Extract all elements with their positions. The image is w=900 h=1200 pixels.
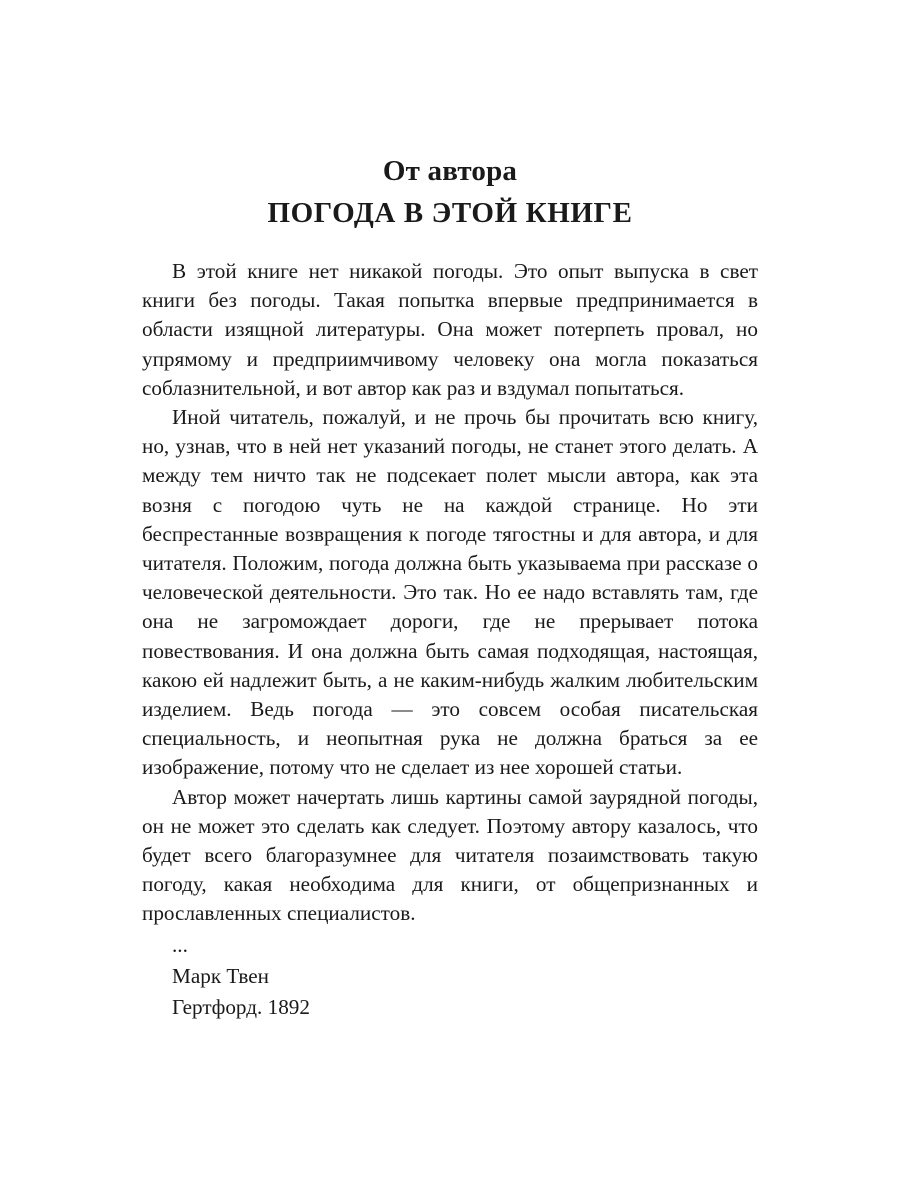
chapter-heading (0, 150, 900, 234)
paragraph-1: В этой книге нет никакой погоды. Это опыт выпуска в свет книги без погоды. Такая попытка впервые предпринимается в области изящной литературы. Она может потерпеть провал, но упрямому и предприимчивому человеку она могла показаться соблазнительной, и вот автор как раз и вздумал попытаться. (142, 259, 758, 400)
body-text (142, 257, 758, 1022)
author-signature: Марк Твен (172, 963, 269, 988)
ellipsis: ... (172, 932, 188, 957)
chapter-title: ПОГОДА В ЭТОЙ КНИГЕ (267, 197, 633, 229)
paragraph-2: Иной читатель, пожалуй, и не прочь бы прочитать всю книгу, но, узнав, что в ней нет указаний погоды, не станет этого делать. А между тем ничто так не подсекает полет мысли автора, как эта возня с погодою чуть не на каждой странице. Но эти беспрестанные возвращения к погоде тягостны и для автора, и для читателя. Положим, погода должна быть указываема при рассказе о человеческой деятельности. Это так. Но ее надо вставлять там, где она не загромождает дороги, где не прерывает потока повествования. И она должна быть самая подходящая, настоящая, какою ей надлежит быть, а не каким-нибудь жалким любительским изделием. Ведь погода — это совсем особая писательская специальность, и неопытная рука не должна браться за ее изображение, потому что не сделает из нее хорошей статьи. (142, 405, 758, 780)
paragraph-3: Автор может начертать лишь картины самой заурядной погоды, он не может это сделать как следует. Поэтому автору казалось, что будет всего благоразумнее для читателя позаимствовать такую погоду, какая необходима для книги, от общепризнанных и прославленных специалистов. (142, 784, 758, 926)
place-date: Гертфорд. 1892 (172, 995, 310, 1020)
chapter-subtitle: От автора (382, 155, 518, 187)
